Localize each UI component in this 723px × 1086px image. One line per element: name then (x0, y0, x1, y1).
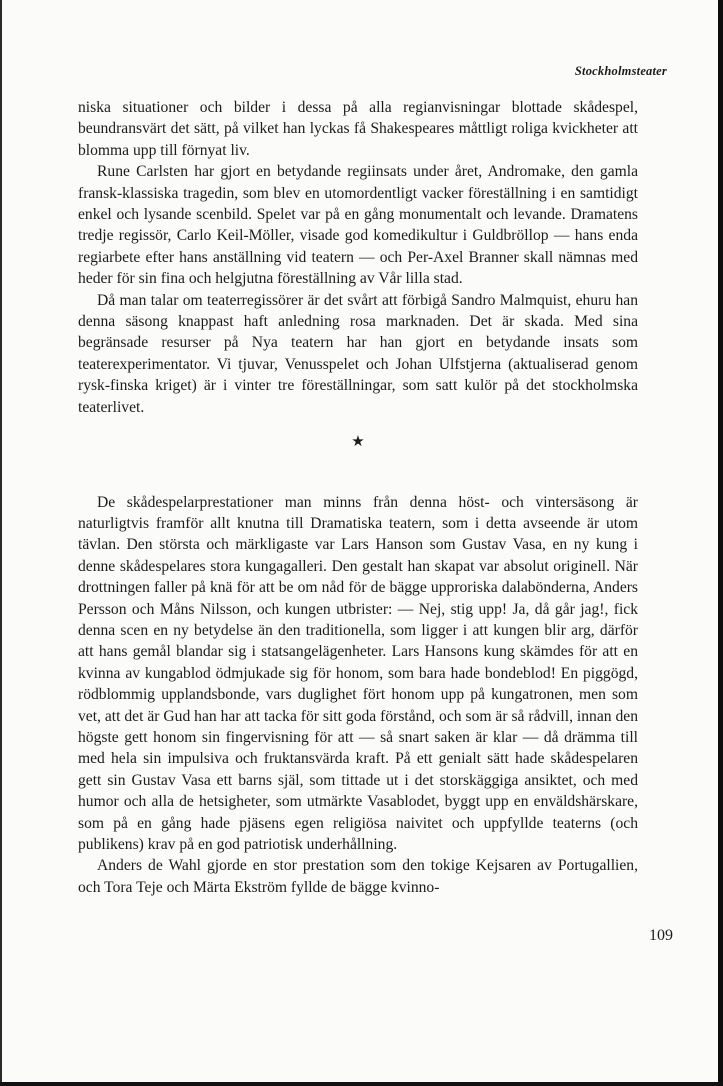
running-title: Stockholmsteater (574, 64, 667, 78)
page-right-edge (718, 0, 723, 1086)
page-number: 109 (649, 927, 673, 944)
section-gap (78, 474, 638, 492)
paragraph-5: Anders de Wahl gjorde en stor prestation som den tokige Kejsaren av Portugallien, och Tora Teje och Märta Ekström fyllde de bägge kvinno- (78, 857, 638, 896)
paragraph-4: De skådespelarprestationer man minns från denna höst- och vintersäsong är naturligtvis framför allt knutna till Dramatiska teatern, som i detta avseende är utom tävlan. Den största och märkligaste var Lars Hanson som Gustav Vasa, en ny kung i denne skådespelares stora kungagalleri. Den gestalt han skapat var absolut originell. När drottningen faller på knä för att be om nåd för de bägge upproriska dalabönderna, Anders Persson och Måns Nilsson, och kungen utbrister: — Nej, stig upp! Ja, då går jag!, fick denna scen en ny betydelse än den traditionella, som ligger i att kungen blir arg, därför att hans gemål blandar sig i statsangelägenheter. Lars Hansons kung skämdes för att en kvinna av kungablod ödmjukade sig för honom, som bara hade bondeblod! En piggögd, rödblommig upplandsbonde, vars duglighet fört honom upp på kungatronen, men som vet, att det är Gud han har att tacka för sitt goda förstånd, och som är så rådvill, innan den högste gett honom sin fingervisning för att — så snart saken är klar — då drämma till med hela sin impulsiva och fruktansvärda kraft. På ett genialt sätt hade skådespelaren gett sin Gustav Vasa ett barns själ, som tittade ut i det storskäggiga ansiktet, och med humor och alla de hetsigheter, som utmärkte Vasablodet, byggt upp en enväldshärskare, som på en gång hade pjäsens egen religiösa naivitet och uppfyllde teaterns (och publikens) krav på en god patriotisk underhållning. (78, 493, 638, 853)
paragraph-1: niska situationer och bilder i dessa på alla regianvisningar blottade skådespel, beundransvärt det sätt, på vilket han lyckas få Shakespeares måttligt roliga kvickheter att blomma upp till förnyat liv. (78, 99, 638, 159)
paragraph-2: Rune Carlsten har gjort en betydande regiinsats under året, Andromake, den gamla fransk-klassiska tragedin, som blev en utomordentligt vacker föreställning i en samtidigt enkel och lysande scenbild. Spelet var på en gång monumentalt och levande. Dramatens tredje regissör, Carlo Keil-Möller, visade god komedikultur i Guldbröllop — hans enda regiarbete efter hans anställning vid teatern — och Per-Axel Branner skall nämnas med heder för sin fina och helgjutna föreställning av Vår lilla stad. (78, 163, 638, 288)
page-left-edge (0, 0, 2, 1086)
paragraph-3: Då man talar om teaterregissörer är det svårt att förbigå Sandro Malmquist, ehuru han denna säsong knappast haft anledning rosa marknaden. Det är skada. Med sina begränsade resurser på Nya teatern har han gjort en betydande insats som teaterexperimentator. Vi tjuvar, Venusspelet och Johan Ulfstjerna (aktualiserad genom rysk-finska kriget) är i vinter tre föreställningar, som satt kulör på det stockholmska teaterlivet. (78, 291, 638, 416)
body-text (78, 97, 638, 898)
page-bottom-edge (0, 1082, 723, 1086)
section-separator-star: ★ (351, 434, 365, 451)
